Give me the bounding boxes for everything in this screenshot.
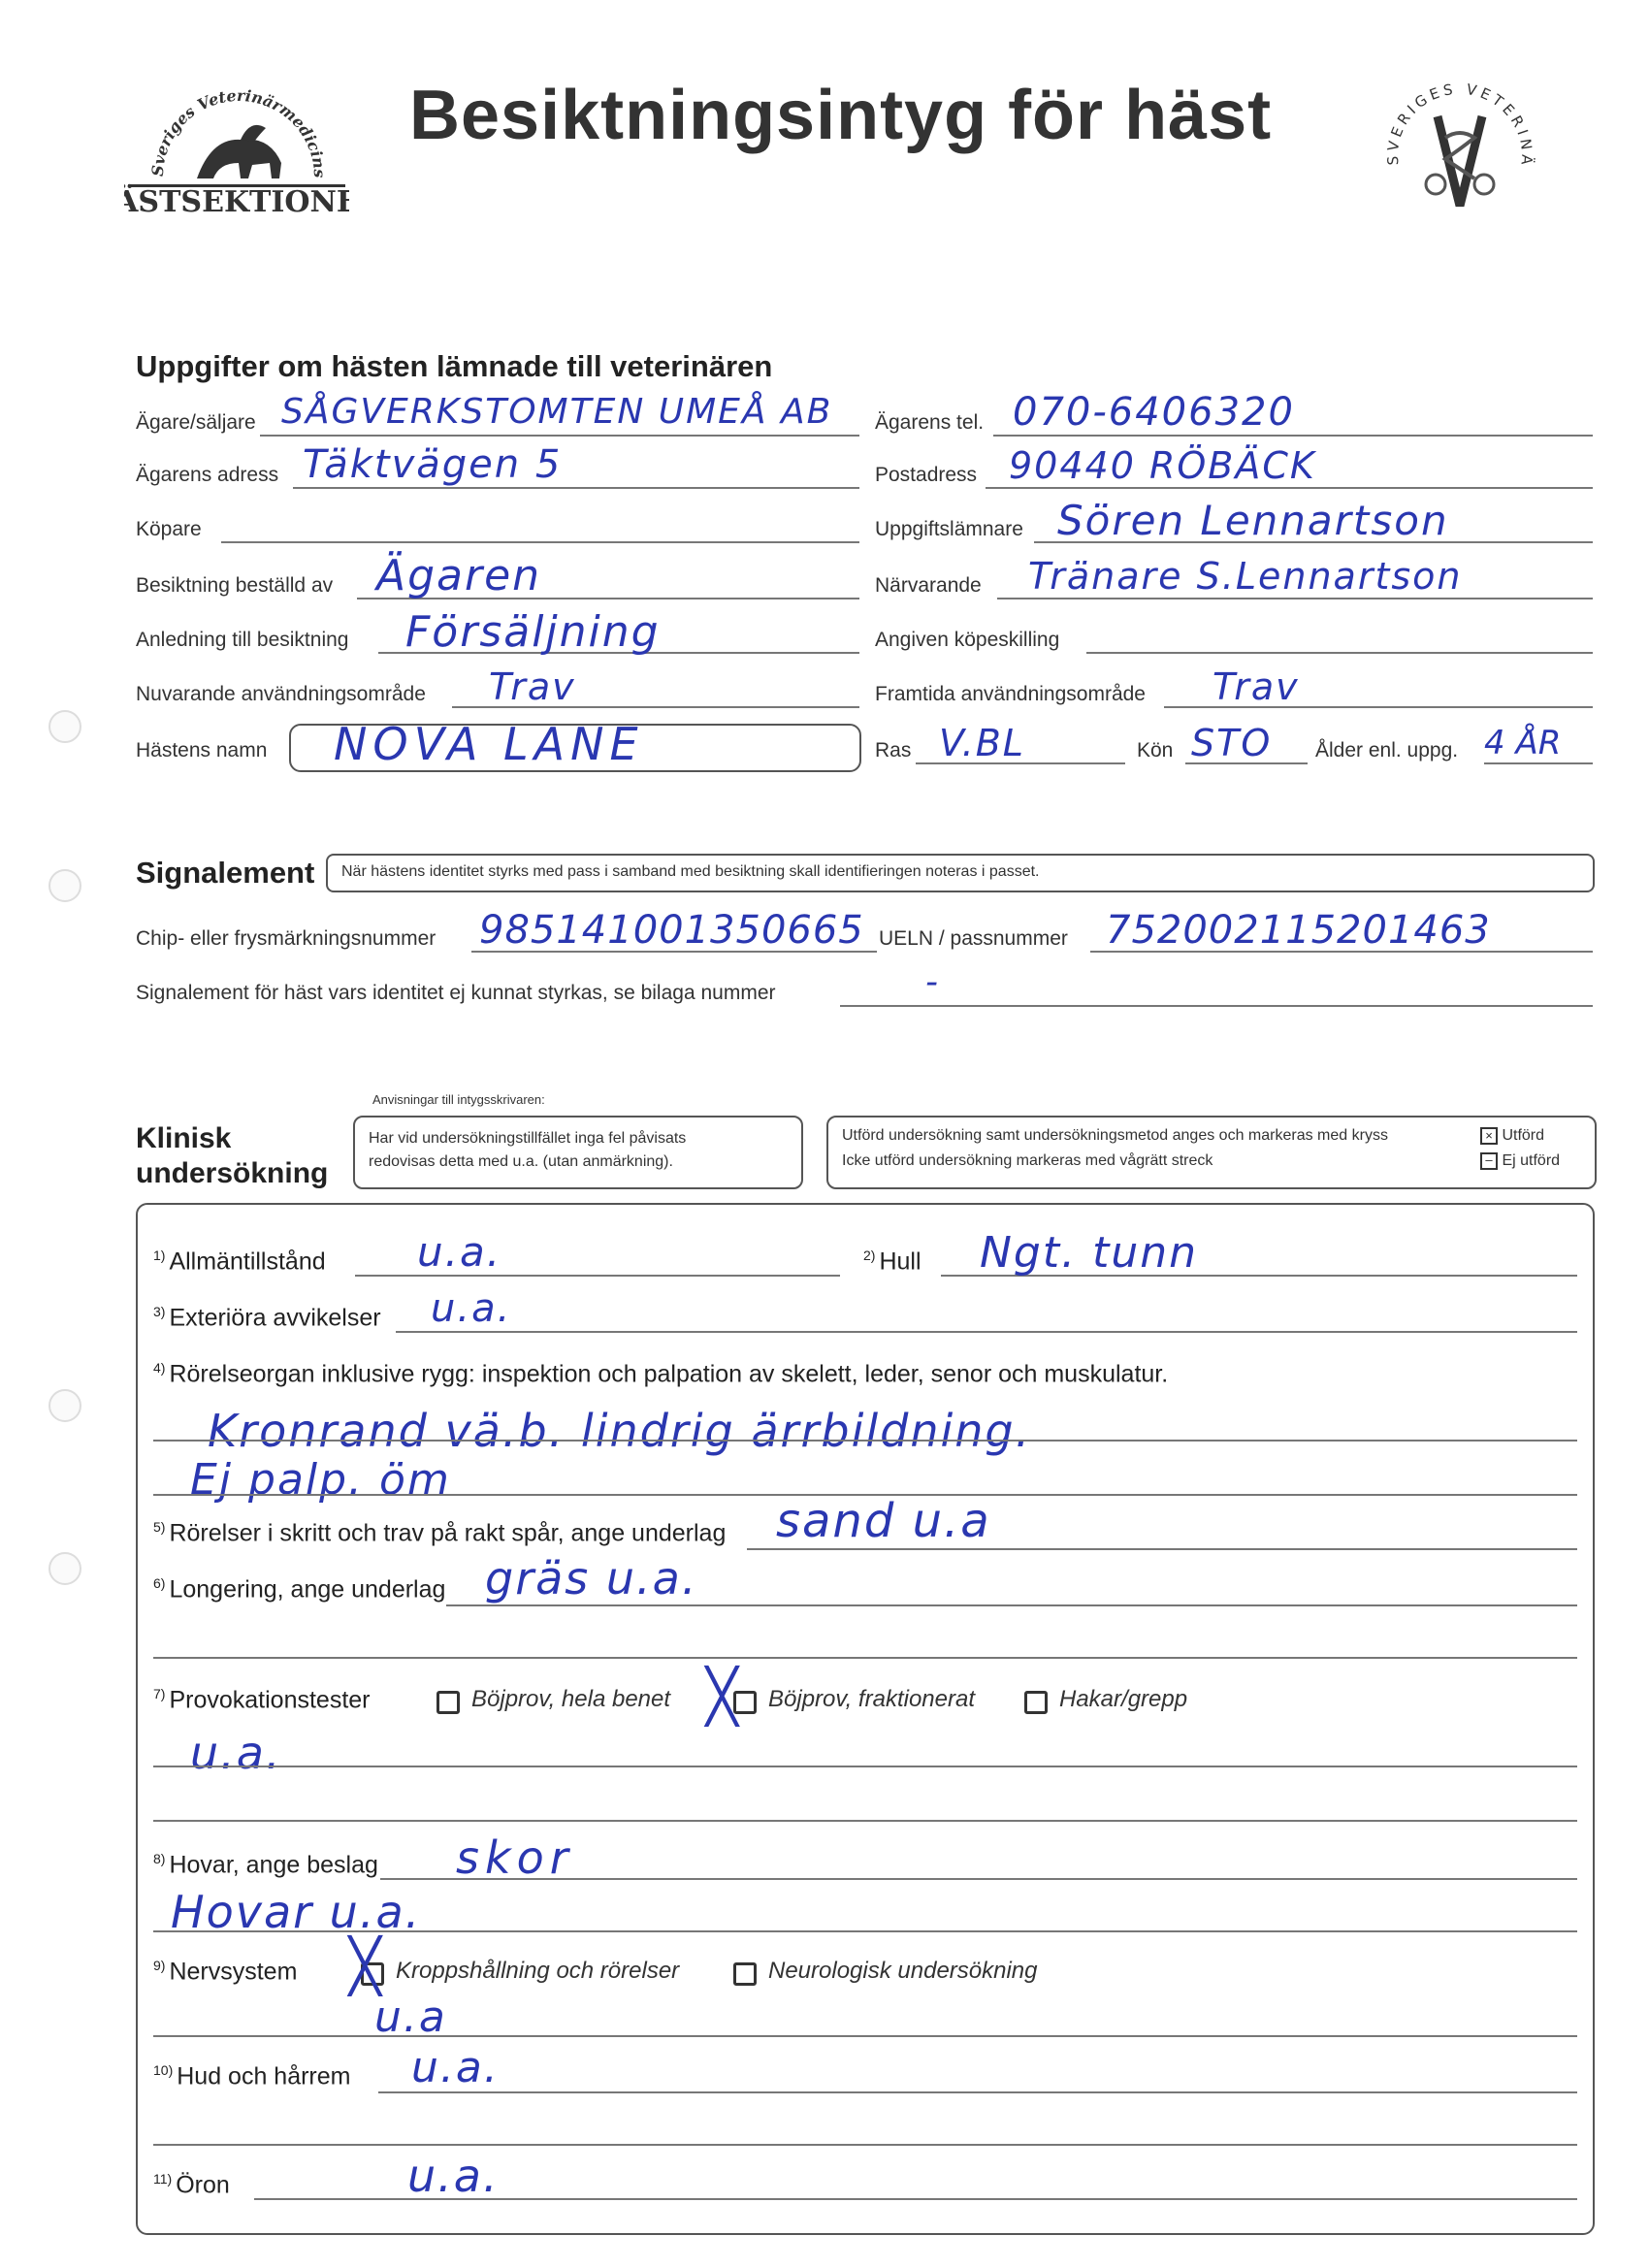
item-label: Nervsystem xyxy=(169,1958,298,1986)
legend-utford xyxy=(1480,1127,1544,1145)
nervsystem-label xyxy=(153,1958,297,1986)
hakar-grepp-option[interactable] xyxy=(1024,1686,1187,1714)
provokation-line-1 xyxy=(153,1766,1577,1767)
longering-label xyxy=(153,1575,445,1604)
dash-box-icon: – xyxy=(1480,1152,1498,1170)
item-number: 4) xyxy=(153,1360,166,1376)
item-label: Rörelser i skritt och trav på rakt spår, ange underlag xyxy=(169,1519,727,1547)
ras-field[interactable]: V.BL xyxy=(939,722,1025,764)
oron-field[interactable]: u.a. xyxy=(407,2150,500,2202)
clinical-box xyxy=(136,1203,1595,2235)
exteriora-line xyxy=(396,1331,1577,1333)
narvarande-field[interactable]: Tränare S.Lennartson xyxy=(1028,555,1463,598)
chip-label: Chip- eller frysmärkningsnummer xyxy=(136,927,436,950)
veterinarforbund-seal xyxy=(1368,60,1552,244)
bestalld-field[interactable]: Ägaren xyxy=(376,551,542,600)
bilaga-line xyxy=(840,1005,1593,1007)
tel-field[interactable]: 070-6406320 xyxy=(1013,390,1295,435)
adress-label: Ägarens adress xyxy=(136,464,279,486)
bilaga-label: Signalement för häst vars identitet ej kunnat styrkas, se bilaga nummer xyxy=(136,982,776,1004)
x-check-mark-icon: ╳ xyxy=(349,1935,381,1996)
rorelseorgan-field-1[interactable]: Kronrand vä.b. lindrig ärrbildning. xyxy=(208,1405,1032,1457)
tel-line xyxy=(993,435,1593,437)
adress-line xyxy=(293,487,859,489)
item-label: Longering, ange underlag xyxy=(169,1575,446,1604)
namn-field[interactable]: NOVA LANE xyxy=(334,718,644,770)
kon-label: Kön xyxy=(1137,739,1174,761)
hovar-field-2[interactable]: Hovar u.a. xyxy=(171,1886,422,1938)
longering-line xyxy=(446,1604,1577,1606)
uppgiftslamnare-field[interactable]: Sören Lennartson xyxy=(1057,497,1449,544)
punch-hole xyxy=(48,710,81,743)
legend-ej-utford-label: Ej utförd xyxy=(1502,1152,1561,1170)
uppgiftslamnare-label: Uppgiftslämnare xyxy=(875,518,1023,540)
legend-ej-utford xyxy=(1480,1152,1560,1170)
logo-label: ÄSTSEKTIONE xyxy=(124,185,349,215)
legend-utford-label: Utförd xyxy=(1502,1127,1545,1145)
exteriora-field[interactable]: u.a. xyxy=(431,1286,512,1331)
ueln-field[interactable]: 752002115201463 xyxy=(1106,908,1491,953)
item-label: Exteriöra avvikelser xyxy=(169,1304,381,1332)
rorelseorgan-field-2[interactable]: Ej palp. öm xyxy=(190,1455,451,1505)
kroppshallning-option[interactable] xyxy=(361,1958,679,1986)
rorelser-label xyxy=(153,1519,726,1547)
hull-label xyxy=(863,1247,922,1276)
page-title: Besiktningsintyg för häst xyxy=(409,77,1273,154)
option-label: Kroppshållning och rörelser xyxy=(396,1958,680,1984)
checked-box-icon: × xyxy=(1480,1127,1498,1145)
longering-line-2 xyxy=(153,1657,1577,1659)
checkbox-icon xyxy=(436,1691,460,1714)
ras-label: Ras xyxy=(875,739,912,761)
adress-field[interactable]: Täktvägen 5 xyxy=(303,442,563,487)
item-label: Allmäntillstånd xyxy=(169,1247,326,1276)
rorelser-field[interactable]: sand u.a xyxy=(776,1494,991,1548)
hovar-line-2 xyxy=(153,1930,1577,1932)
signalement-note: När hästens identitet styrks med pass i samband med besiktning skall identifieringen noteras i passet. xyxy=(341,863,1040,880)
tel-label: Ägarens tel. xyxy=(875,411,985,434)
ueln-label: UELN / passnummer xyxy=(879,927,1068,950)
hull-field[interactable]: Ngt. tunn xyxy=(980,1228,1198,1278)
framtida-field[interactable]: Trav xyxy=(1212,665,1300,708)
kopare-line xyxy=(221,541,859,543)
nuvarande-field[interactable]: Trav xyxy=(489,665,576,708)
oron-label xyxy=(153,2171,230,2199)
bilaga-field[interactable]: - xyxy=(925,962,940,1002)
legend-text-2: Icke utförd undersökning markeras med vågrätt streck xyxy=(842,1152,1213,1169)
option-label: Hakar/grepp xyxy=(1059,1686,1188,1712)
seal-text: SVERIGES VETERINÄ xyxy=(1383,80,1536,170)
klinisk-heading-line2: undersökning xyxy=(136,1157,329,1189)
hud-field[interactable]: u.a. xyxy=(411,2043,500,2092)
klinisk-heading xyxy=(136,1121,328,1191)
provokation-label xyxy=(153,1686,371,1714)
item-number: 7) xyxy=(153,1686,166,1701)
framtida-label: Framtida användningsområde xyxy=(875,683,1146,705)
item-number: 11) xyxy=(153,2171,173,2187)
item-label: Provokationstester xyxy=(169,1686,371,1714)
bestalld-label: Besiktning beställd av xyxy=(136,574,334,597)
punch-hole xyxy=(48,1389,81,1422)
item-number: 6) xyxy=(153,1575,166,1591)
signalement-heading: Signalement xyxy=(136,856,315,890)
allmantillstand-field[interactable]: u.a. xyxy=(417,1228,502,1276)
bojprov-hela-option[interactable] xyxy=(436,1686,670,1714)
anledning-field[interactable]: Försäljning xyxy=(405,607,661,657)
item-number: 8) xyxy=(153,1851,166,1866)
allmantillstand-label xyxy=(153,1247,326,1276)
postadress-field[interactable]: 90440 RÖBÄCK xyxy=(1009,444,1316,487)
owner-section-heading: Uppgifter om hästen lämnade till veterinären xyxy=(136,349,773,383)
kon-field[interactable]: STO xyxy=(1191,722,1273,764)
hovar-label xyxy=(153,1851,378,1879)
rorelseorgan-label xyxy=(153,1360,1168,1388)
hud-line-2 xyxy=(153,2144,1577,2146)
hud-label xyxy=(153,2062,350,2090)
anvisningar-text: Har vid undersökningstillfället inga fel påvisats redovisas detta med u.a. (utan anmärkning). xyxy=(369,1130,687,1170)
item-number: 2) xyxy=(863,1247,876,1263)
anledning-label: Anledning till besiktning xyxy=(136,629,349,651)
item-label: Öron xyxy=(176,2171,230,2199)
klinisk-heading-line1: Klinisk xyxy=(136,1122,232,1154)
item-number: 3) xyxy=(153,1304,166,1319)
narvarande-line xyxy=(997,598,1593,599)
item-label: Hovar, ange beslag xyxy=(169,1851,378,1879)
alder-label: Ålder enl. uppg. xyxy=(1315,739,1459,761)
kopeskilling-label: Angiven köpeskilling xyxy=(875,629,1060,651)
option-label: Böjprov, fraktionerat xyxy=(768,1686,975,1712)
bojprov-fraktionerat-option[interactable] xyxy=(733,1686,975,1714)
postadress-label: Postadress xyxy=(875,464,978,486)
punch-hole xyxy=(48,869,81,902)
item-number: 5) xyxy=(153,1519,166,1535)
hovar-field[interactable]: skor xyxy=(456,1831,574,1884)
nervsystem-field[interactable]: u.a xyxy=(374,1993,447,2042)
nuvarande-label: Nuvarande användningsområde xyxy=(136,683,426,705)
provokation-field[interactable]: u.a. xyxy=(190,1727,282,1779)
anvisningar-label: Anvisningar till intygsskrivaren: xyxy=(372,1092,545,1107)
longering-field[interactable]: gräs u.a. xyxy=(485,1552,698,1604)
option-label: Neurologisk undersökning xyxy=(768,1958,1038,1984)
agare-label: Ägare/säljare xyxy=(136,411,256,434)
punch-hole xyxy=(48,1552,81,1585)
item-number: 1) xyxy=(153,1247,166,1263)
item-number: 10) xyxy=(153,2062,174,2078)
logo-arc-text: Sveriges Veterinärmedicins xyxy=(147,85,330,178)
legend-text-1: Utförd undersökning samt undersökningsmetod anges och markeras med kryss xyxy=(842,1127,1388,1144)
agare-line xyxy=(260,435,859,437)
chip-field[interactable]: 985141001350665 xyxy=(479,908,864,953)
rorelser-line xyxy=(747,1548,1577,1550)
item-label: Hud och hårrem xyxy=(177,2062,351,2090)
checkbox-icon xyxy=(1024,1691,1048,1714)
item-label: Rörelseorgan inklusive rygg: inspektion och palpation av skelett, leder, senor och muskulatur. xyxy=(169,1360,1169,1388)
postadress-line xyxy=(986,487,1593,489)
hud-line xyxy=(378,2091,1577,2093)
alder-line xyxy=(1484,762,1593,764)
checkbox-icon xyxy=(733,1962,757,1986)
provokation-line-2 xyxy=(153,1820,1577,1822)
item-number: 9) xyxy=(153,1958,166,1973)
alder-field[interactable]: 4 ÅR xyxy=(1484,724,1562,762)
nervsystem-line xyxy=(153,2035,1577,2037)
namn-label: Hästens namn xyxy=(136,739,268,761)
narvarande-label: Närvarande xyxy=(875,574,982,597)
hastsektionen-logo xyxy=(124,70,349,215)
kopeskilling-line xyxy=(1086,652,1593,654)
option-label: Böjprov, hela benet xyxy=(471,1686,671,1712)
agare-field[interactable]: SÅGVERKSTOMTEN UMEÅ AB xyxy=(281,392,833,432)
item-label: Hull xyxy=(879,1247,922,1276)
neurologisk-option[interactable] xyxy=(733,1958,1038,1986)
kopare-label: Köpare xyxy=(136,518,202,540)
exteriora-label xyxy=(153,1304,381,1332)
rorelseorgan-line-1 xyxy=(153,1440,1577,1442)
x-check-mark-icon: ╳ xyxy=(706,1666,738,1727)
